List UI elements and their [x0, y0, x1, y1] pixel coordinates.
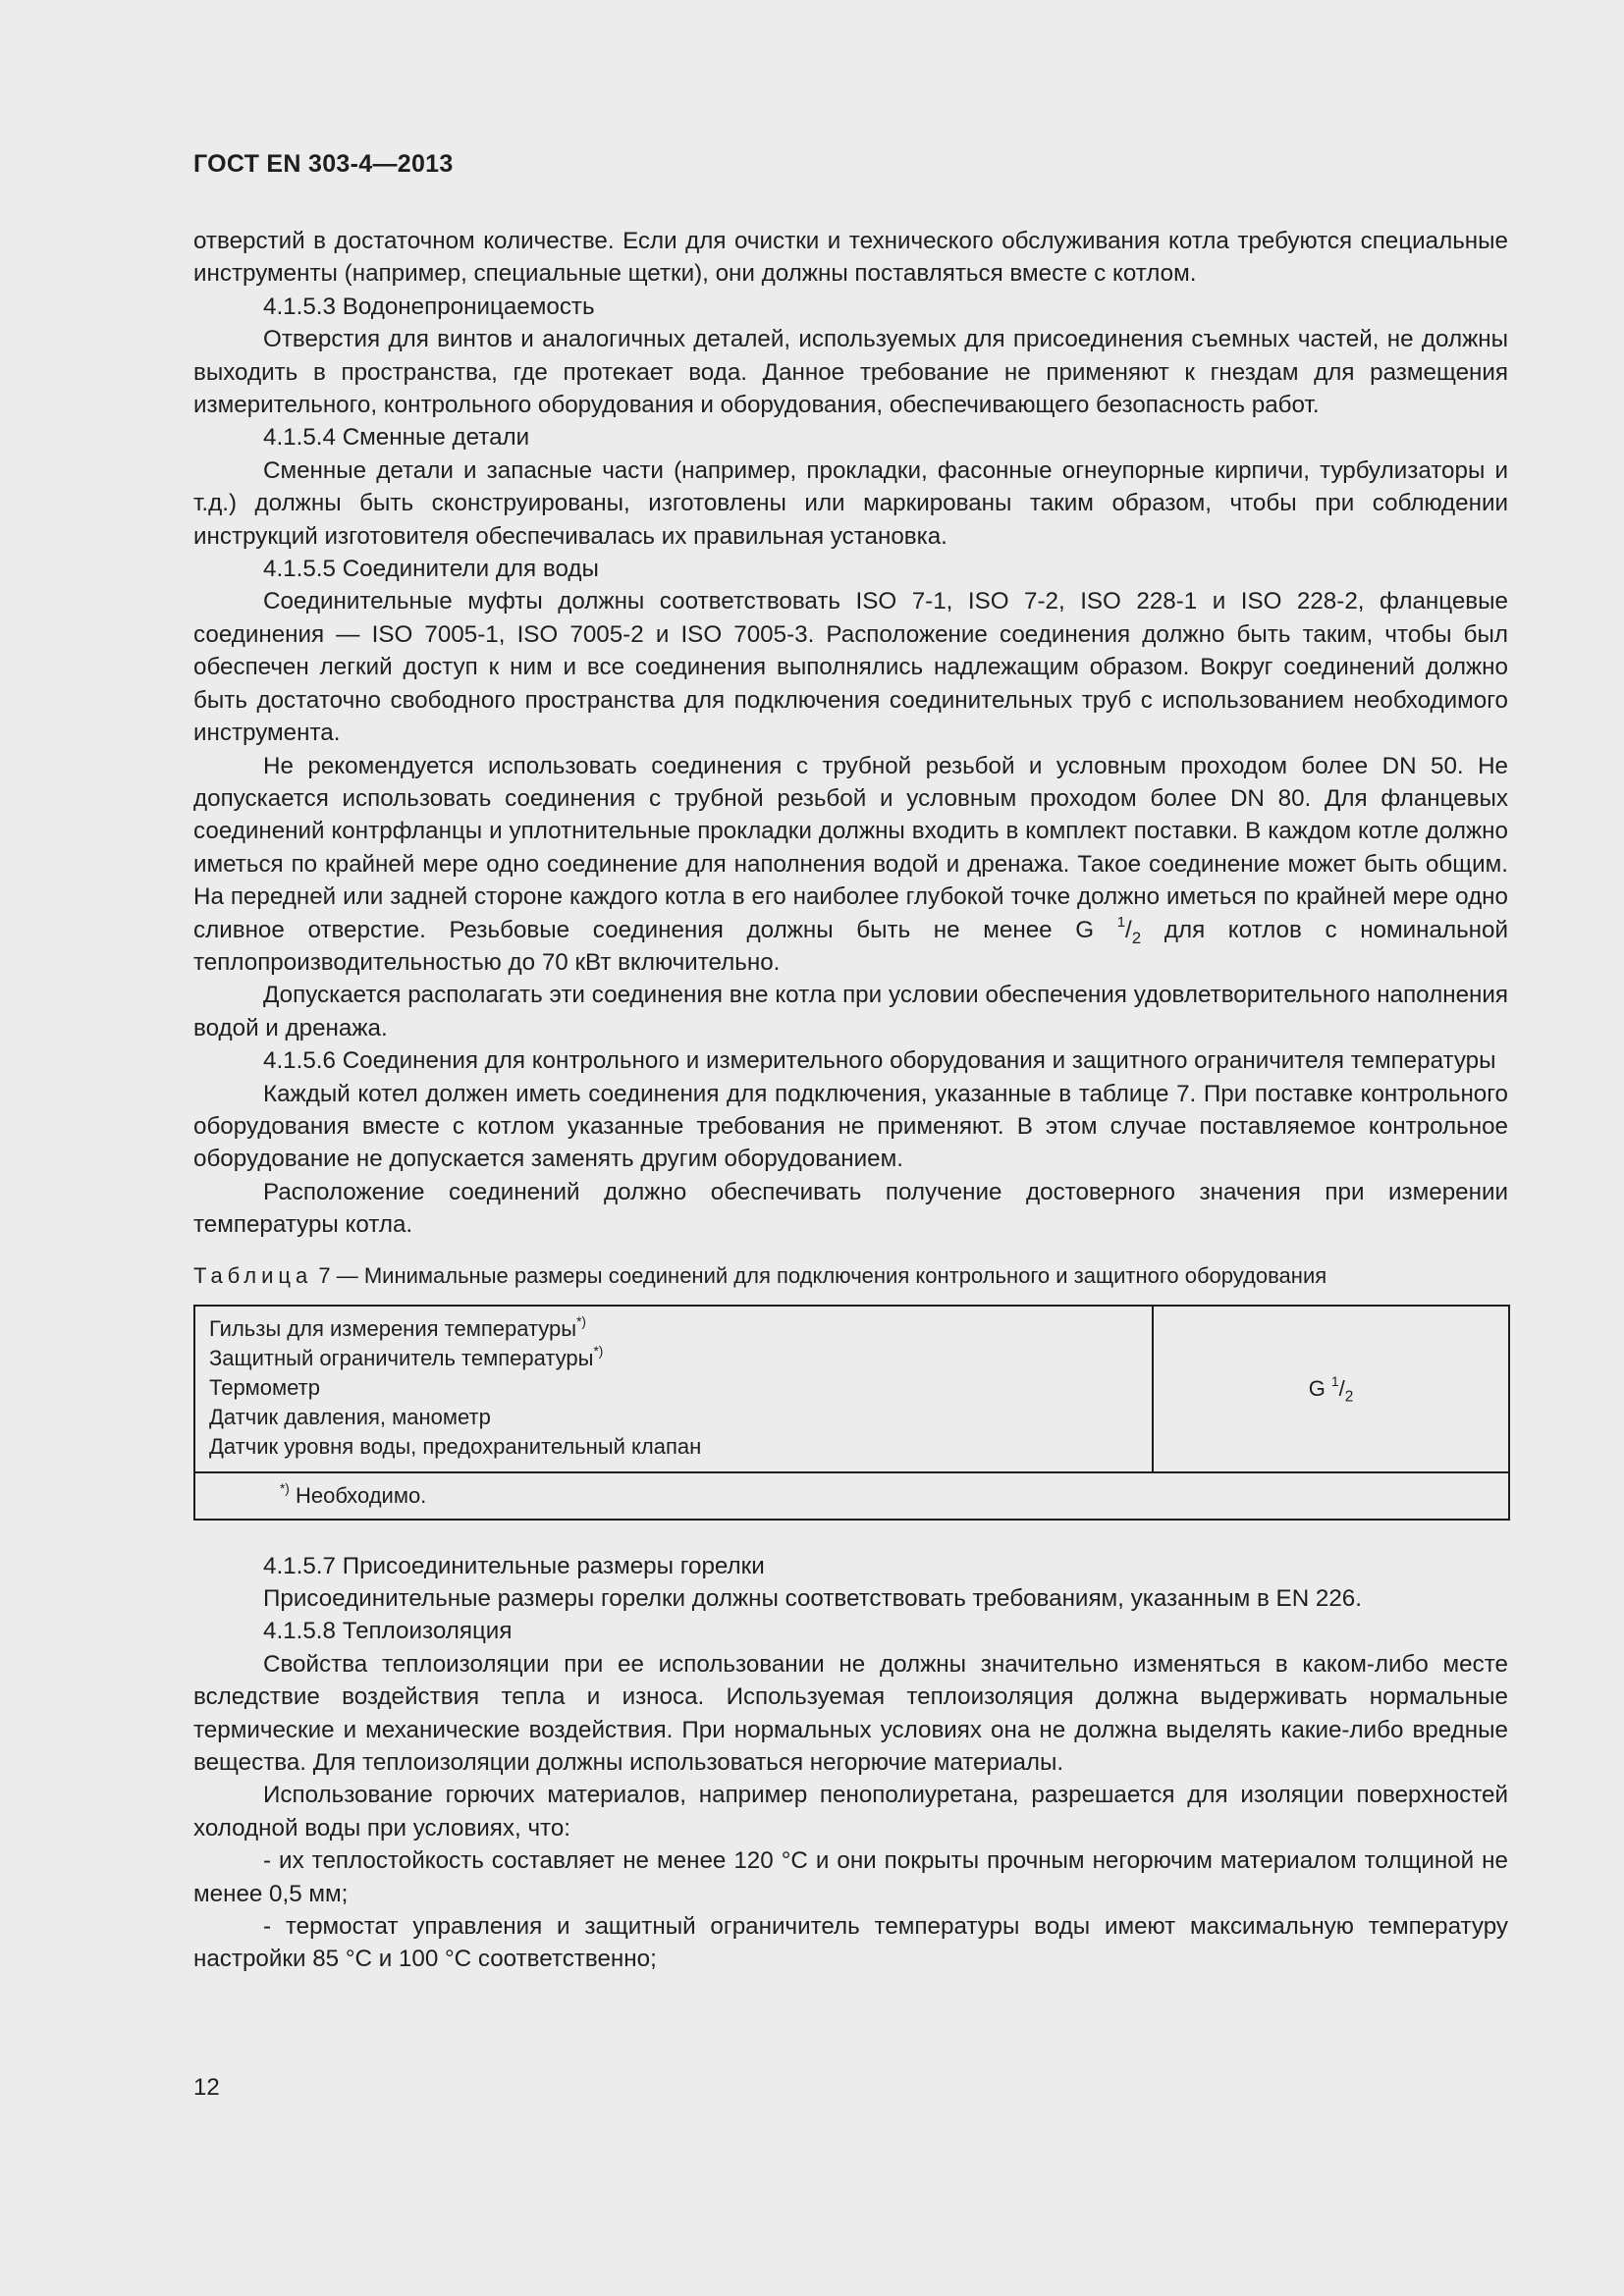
paragraph-text: для котлов с номинальной теплопроизводительностью до 70 кВт включительно. [193, 916, 1508, 976]
table-item [209, 1344, 1138, 1373]
fraction-denominator: 2 [1131, 928, 1142, 947]
table-caption [193, 1261, 1508, 1291]
section-heading-4-1-5-3: 4.1.5.3 Водонепроницаемость [263, 293, 595, 320]
document-body [193, 225, 1508, 1976]
list-item: - термостат управления и защитный ограничитель температуры воды имеют максимальную температуру настройки 85 °С и 100 °С соответственно; [193, 1913, 1508, 1973]
footnote-mark: *) [280, 1480, 290, 1496]
paragraph: Соединительные муфты должны соответствовать ISO 7-1, ISO 7-2, ISO 228-1 и ISO 228-2, фланцевые соединения — ISO 7005-1, ISO 7005-2 и ISO 7005-3. Расположение соединения должно быть таким, чтобы был обеспечен легкий доступ к ним и все соединения выполнялись надлежащим образом. Вокруг соединений должно быть достаточно свободного пространства для подключения соединительных труб с использованием необходимого инструмента. [193, 588, 1508, 747]
table-cell-items [194, 1306, 1153, 1472]
section-heading-4-1-5-8: 4.1.5.8 Теплоизоляция [263, 1618, 513, 1645]
paragraph: Сменные детали и запасные части (например, прокладки, фасонные огнеупорные кирпичи, турбулизаторы и т.д.) должны быть сконструированы, изготовлены или маркированы таким образом, чтобы при соблюдении инструкций изготовителя обеспечивалась их правильная установка. [193, 456, 1508, 550]
footnote-ref: *) [576, 1313, 586, 1329]
fraction-numerator: 1 [1330, 1373, 1339, 1389]
value-prefix: G [1308, 1375, 1331, 1401]
table-item [209, 1314, 1138, 1344]
paragraph: Свойства теплоизоляции при ее использовании не должны значительно изменяться в каком-либо месте вследствие воздействия тепла и износа. Используемая теплоизоляция должна выдерживать нормальные термические и механические воздействия. При нормальных условиях она не должна выделять какие-либо вредные вещества. Для теплоизоляции должны использоваться негорючие материалы. [193, 1650, 1508, 1777]
table-caption-label: Таблица [193, 1262, 313, 1288]
table-footnote-row [194, 1472, 1509, 1520]
table-caption-text: 7 — Минимальные размеры соединений для подключения контрольного и защитного оборудования [312, 1262, 1327, 1288]
paragraph-thread-size: Не рекомендуется использовать соединения с трубной резьбой и условным проходом более DN 50. Не допускается использовать соединения с трубной резьбой и условным проходом более DN 80. Для фланцевых соединений контрфланцы и уплотнительные прокладки должны входить в комплект поставки. В каждом котле должно иметься по крайней мере одно соединение для наполнения водой и дренажа. Такое соединение может быть общим. На передней или задней стороне каждого котла в его наиболее глубокой точке должно иметься по крайней мере одно сливное отверстие. Резьбовые соединения должны быть не менее G $^1/_2$ для котлов с номинальной теплопроизводительностью до 70 кВт включительно. [193, 752, 1508, 976]
section-heading-4-1-5-6: 4.1.5.6 Соединения для контрольного и измерительного оборудования и защитного ограничителя температуры [263, 1047, 1496, 1075]
paragraph: Отверстия для винтов и аналогичных деталей, используемых для присоединения съемных частей, не должны выходить в пространства, где протекает вода. Данное требование не применяют к гнездам для размещения измерительного, контрольного оборудования и оборудования, обеспечивающего безопасность работ. [193, 326, 1508, 419]
paragraph: Присоединительные размеры горелки должны соответствовать требованиям, указанным в EN 226. [263, 1585, 1362, 1612]
table-cell-value: G $^1/_2$ [1153, 1306, 1509, 1472]
list-item: - их теплостойкость составляет не менее 120 °С и они покрыты прочным негорючим материалом толщиной не менее 0,5 мм; [193, 1847, 1508, 1907]
page-number: 12 [193, 2074, 220, 2101]
item-text: Защитный ограничитель температуры [209, 1345, 594, 1370]
item-text: Гильзы для измерения температуры [209, 1315, 577, 1341]
table-row [194, 1306, 1509, 1472]
paragraph: Расположение соединений должно обеспечивать получение достоверного значения при измерении температуры котла. [193, 1178, 1508, 1239]
item-text: Датчик давления, манометр [209, 1404, 491, 1429]
item-text: Термометр [209, 1374, 320, 1400]
paragraph: отверстий в достаточном количестве. Если для очистки и технического обслуживания котла требуются специальные инструменты (например, специальные щетки), они должны поставляться вместе с котлом. [193, 228, 1508, 288]
table-item [209, 1373, 1138, 1403]
paragraph-text: Не рекомендуется использовать соединения с трубной резьбой и условным проходом более DN 50. Не допускается использовать соединения с трубной резьбой и условным проходом более DN 80. Для фланцевых соединений контрфланцы и уплотнительные прокладки должны входить в комплект поставки. В каждом котле должно иметься по крайней мере одно соединение для наполнения водой и дренажа. Такое соединение может быть общим. На передней или задней стороне каждого котла в его наиболее глубокой точке должно иметься по крайней мере одно сливное отверстие. Резьбовые соединения должны быть не менее G [193, 752, 1508, 943]
item-text: Датчик уровня воды, предохранительный клапан [209, 1433, 702, 1459]
footnote-ref: *) [593, 1343, 604, 1359]
document-header: ГОСТ EN 303-4—2013 [193, 150, 454, 178]
table-7 [193, 1305, 1510, 1521]
fraction-denominator: 2 [1344, 1387, 1354, 1405]
footnote-text: Необходимо. [289, 1482, 427, 1508]
table-footnote [194, 1472, 1509, 1520]
fraction-numerator: 1 [1116, 913, 1126, 931]
table-item [209, 1432, 1138, 1462]
section-heading-4-1-5-4: 4.1.5.4 Сменные детали [263, 424, 530, 452]
table-item [209, 1403, 1138, 1432]
paragraph: Допускается располагать эти соединения вне котла при условии обеспечения удовлетворительного наполнения водой и дренажа. [193, 982, 1508, 1041]
section-heading-4-1-5-7: 4.1.5.7 Присоединительные размеры горелки [263, 1552, 765, 1579]
section-heading-4-1-5-5: 4.1.5.5 Соединители для воды [263, 556, 599, 583]
paragraph: Использование горючих материалов, например пенополиуретана, разрешается для изоляции поверхностей холодной воды при условиях, что: [193, 1782, 1508, 1842]
paragraph: Каждый котел должен иметь соединения для подключения, указанные в таблице 7. При поставке контрольного оборудования вместе с котлом указанные требования не применяют. В этом случае поставляемое контрольное оборудование не допускается заменять другим оборудованием. [193, 1080, 1508, 1173]
